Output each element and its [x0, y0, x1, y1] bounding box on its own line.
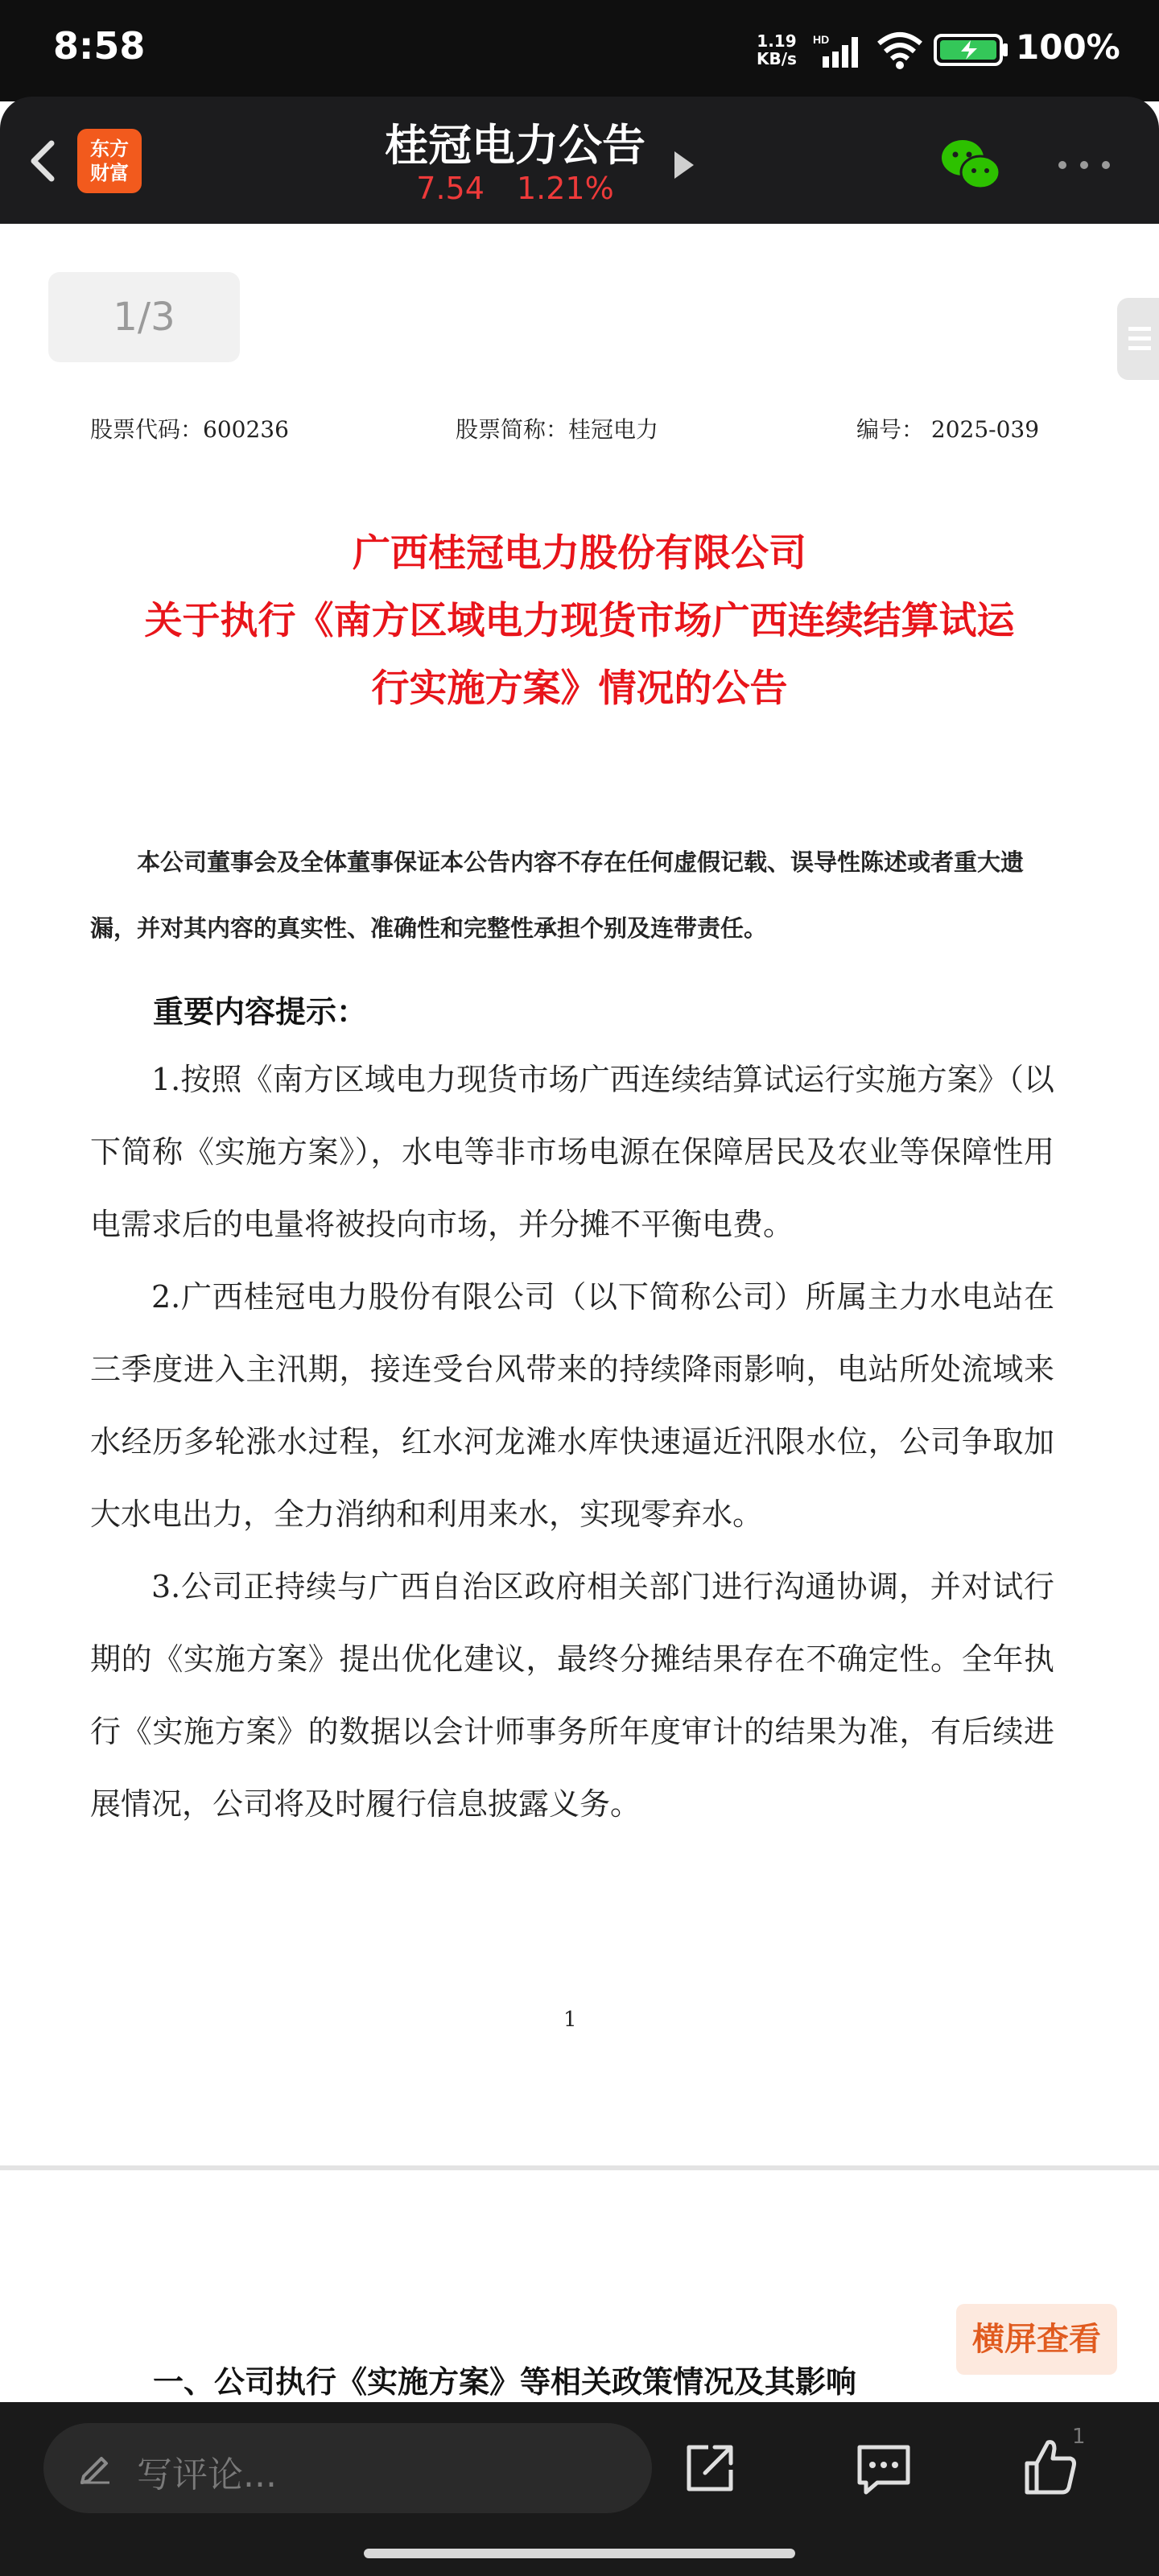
back-icon[interactable] — [16, 129, 72, 193]
stock-change: 1.21% — [516, 171, 614, 206]
like-icon[interactable] — [1019, 2434, 1080, 2499]
paragraph: 3.公司正持续与广西自治区政府相关部门进行沟通协调，并对试行期的《实施方案》提出优化建议，最终分摊结果存在不确定性。全年执行《实施方案》的数据以会计师事务所年度审计的结果为准，有后续进展情况，公司将及时履行信息披露义务。 — [90, 1569, 1054, 1822]
handle-line — [1128, 336, 1151, 341]
comment-input[interactable] — [43, 2423, 652, 2513]
section-heading: 一、公司执行《实施方案》等相关政策情况及其影响 — [153, 2363, 857, 2400]
stock-code: 股票代码：600236 — [90, 416, 289, 443]
network-speed — [757, 32, 797, 68]
wechat-icon[interactable] — [940, 137, 1001, 193]
network-speed-value: 1.19 — [757, 31, 797, 51]
play-triangle-icon[interactable] — [668, 145, 700, 185]
stock-price: 7.54 — [416, 171, 485, 206]
like-count: 1 — [1072, 2425, 1086, 2449]
clock: 8:58 — [53, 24, 146, 68]
logo-line-2: 财富 — [90, 162, 129, 184]
title-line: 关于执行《南方区域电力现货市场广西连续结算试运 — [144, 599, 1015, 643]
network-speed-unit: KB/s — [757, 49, 797, 68]
status-bar — [0, 0, 1159, 101]
paragraph: 2.广西桂冠电力股份有限公司（以下简称公司）所属主力水电站在三季度进入主汛期，接连受台风带来的持续降雨影响，电站所处流域来水经历多轮涨水过程，红水河龙滩水库快速逼近汛限水位，公司争取加大水电出力，全力消纳和利用来水，实现零弃水。 — [90, 1279, 1054, 1532]
paragraph: 1.按照《南方区域电力现货市场广西连续结算试运行实施方案》（以下简称《实施方案》），水电等非市场电源在保障居民及农业等保障性用电需求后的电量将被投向市场，并分摊不平衡电费。 — [90, 1062, 1054, 1242]
page-number: 1 — [563, 2008, 577, 2032]
landscape-view-button[interactable]: 横屏查看 — [956, 2304, 1117, 2375]
hd-label: HD — [813, 34, 830, 46]
stock-name: 股票简称：桂冠电力 — [456, 416, 659, 443]
wifi-icon — [876, 31, 924, 69]
app-logo[interactable] — [77, 129, 142, 193]
stock-quote — [322, 171, 708, 206]
home-indicator[interactable] — [364, 2549, 795, 2558]
more-icon[interactable] — [1056, 153, 1112, 177]
pen-icon — [77, 2452, 113, 2484]
comment-placeholder: 写评论... — [137, 2454, 277, 2496]
app-header — [0, 97, 1159, 224]
page-indicator: 1/3 — [48, 272, 240, 362]
share-icon[interactable] — [681, 2439, 739, 2497]
handle-line — [1128, 346, 1151, 350]
logo-line-1: 东方 — [90, 138, 129, 160]
signal-icon — [813, 34, 866, 69]
board-declaration: 本公司董事会及全体董事保证本公告内容不存在任何虚假记载、误导性陈述或者重大遗漏，并对其内容的真实性、准确性和完整性承担个别及连带责任。 — [90, 848, 1025, 942]
announcement-number: 编号： 2025-039 — [856, 416, 1040, 443]
page-divider — [0, 2165, 1159, 2170]
battery-icon — [934, 32, 1011, 68]
tips-heading: 重要内容提示： — [153, 993, 368, 1030]
comments-icon[interactable] — [853, 2439, 914, 2497]
page-title[interactable]: 桂冠电力公告 — [385, 120, 645, 171]
handle-line — [1128, 327, 1151, 331]
side-drawer-handle[interactable] — [1117, 298, 1159, 380]
document-title — [64, 520, 1095, 723]
title-line: 行实施方案》情况的公告 — [371, 667, 788, 711]
battery-percent: 100% — [1016, 27, 1120, 67]
title-line: 广西桂冠电力股份有限公司 — [353, 531, 806, 576]
